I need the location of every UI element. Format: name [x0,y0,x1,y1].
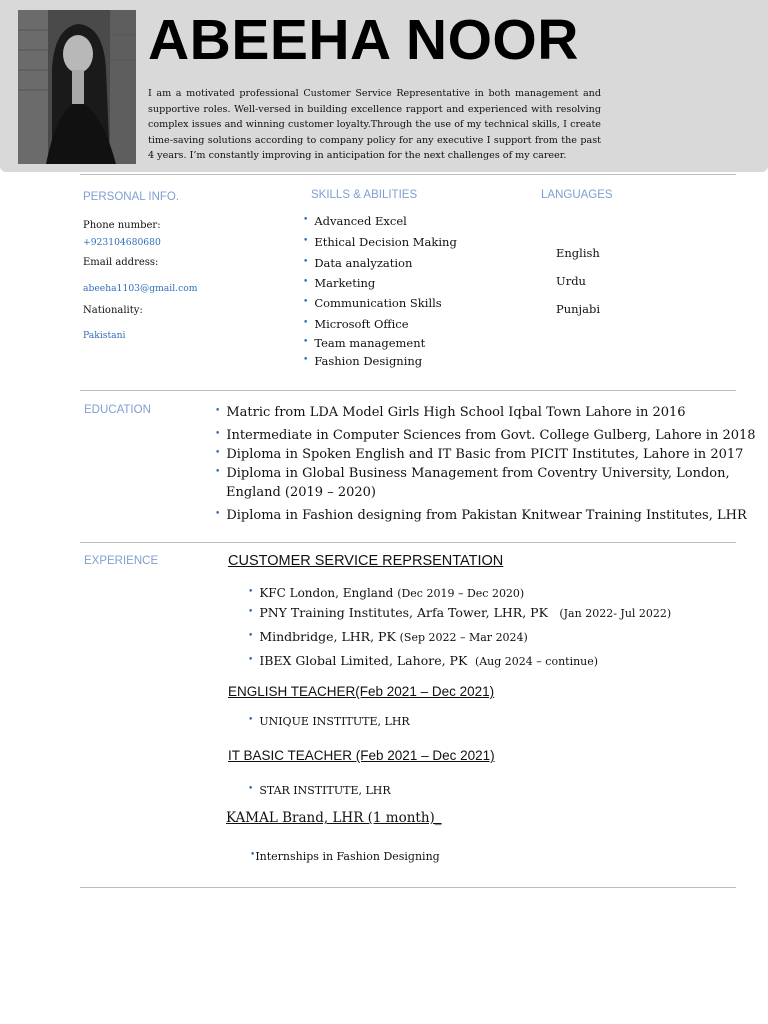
list-item: • Diploma in Global Business Management from Coventry University, London, [215,466,730,481]
language-item: Urdu [556,274,586,288]
list-item: • Microsoft Office [303,317,409,331]
email-value: abeeha1103@gmail.com [83,283,198,294]
list-item: • Fashion Designing [303,354,423,368]
header-banner [0,0,768,172]
profile-summary: I am a motivated professional Customer Service Representative in both management and supportive roles. Well-versed in building excellence rapport and experienced with resolving complex issues and winning customer loyalty.Through the use of my technical skills, I create time-saving solutions according to company policy for any executive I support from the past 4 years. I’m constantly improving in anticipation for the next challenges of my career. [148,88,601,162]
list-item: • Ethical Decision Making [303,235,457,249]
language-item: Punjabi [556,302,601,316]
divider [80,174,736,175]
list-item: • Communication Skills [303,296,442,310]
list-item-continued: England (2019 – 2020) [226,485,376,500]
nationality-label: Nationality: [83,305,143,316]
personal-info-heading: PERSONAL INFO. [83,191,180,203]
list-item: • Advanced Excel [303,214,407,228]
job-title: IT BASIC TEACHER (Feb 2021 – Dec 2021) [228,748,495,763]
list-item: • Intermediate in Computer Sciences from Govt. College Gulberg, Lahore in 2018 [215,428,756,443]
job-title: ENGLISH TEACHER(Feb 2021 – Dec 2021) [228,684,495,699]
list-item: • UNIQUE INSTITUTE, LHR [248,715,410,728]
email-label: Email address: [83,257,159,268]
list-item: • Diploma in Spoken English and IT Basic from PICIT Institutes, Lahore in 2017 [215,447,744,462]
profile-photo [18,10,136,164]
divider [80,390,736,391]
list-item: • Marketing [303,276,376,290]
nationality-value: Pakistani [83,330,126,341]
job-title: KAMAL Brand, LHR (1 month)_ [226,810,442,826]
list-item: •Internships in Fashion Designing [250,850,440,863]
education-heading: EDUCATION [84,404,151,416]
experience-heading: EXPERIENCE [84,555,159,567]
divider [80,542,736,543]
job-title: CUSTOMER SERVICE REPRSENTATION [228,553,504,569]
skills-heading: SKILLS & ABILITIES [311,189,418,201]
list-item: • KFC London, England (Dec 2019 – Dec 2020) [248,586,525,600]
list-item: • Data analyzation [303,256,413,270]
candidate-name: ABEEHA NOOR [148,8,579,72]
list-item: • Mindbridge, LHR, PK (Sep 2022 – Mar 2024) [248,629,528,644]
list-item: • STAR INSTITUTE, LHR [248,784,391,797]
divider [80,887,736,888]
languages-heading: LANGUAGES [541,189,613,201]
list-item: • Matric from LDA Model Girls High School Iqbal Town Lahore in 2016 [215,405,686,420]
language-item: English [556,246,600,260]
phone-label: Phone number: [83,220,161,231]
phone-value: +923104680680 [83,237,161,248]
list-item: • IBEX Global Limited, Lahore, PK (Aug 2024 – continue) [248,653,599,668]
list-item: • PNY Training Institutes, Arfa Tower, LHR, PK (Jan 2022- Jul 2022) [248,605,672,620]
list-item: • Diploma in Fashion designing from Pakistan Knitwear Training Institutes, LHR [215,508,747,523]
list-item: • Team management [303,336,426,350]
